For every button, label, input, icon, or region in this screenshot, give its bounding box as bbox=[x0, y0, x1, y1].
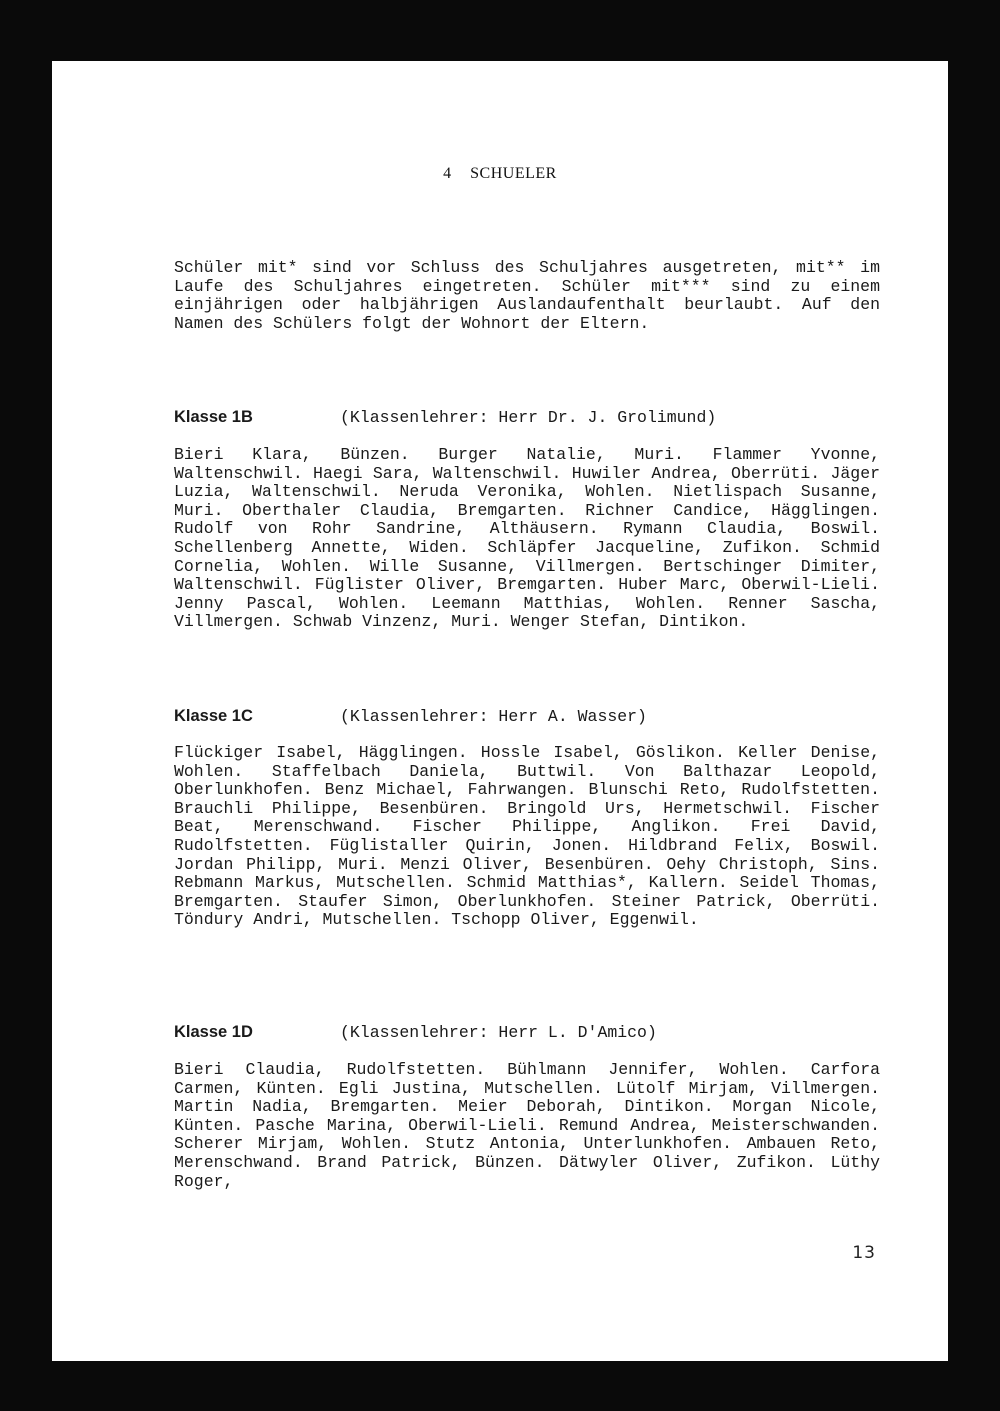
class-teacher: (Klassenlehrer: Herr Dr. J. Grolimund) bbox=[340, 408, 717, 427]
student-list-1b: Bieri Klara, Bünzen. Burger Natalie, Muri. Flammer Yvonne, Waltenschwil. Haegi Sara, Waltenschwil. Huwiler Andrea, Oberrüti. Jäger Luzia, Waltenschwil. Neruda Veronika, Wohlen. Nietlispach Susanne, Muri. Oberthaler Claudia, Bremgarten. Richner Candice, Hägglingen. Rudolf von Rohr Sandrine, Althäusern. Rymann Claudia, Boswil. Schellenberg Annette, Widen. Schläpfer Jacqueline, Zufikon. Schmid Cornelia, Wohlen. Wille Susanne, Villmergen. Bertschinger Dimiter, Waltenschwil. Füglister Oliver, Bremgarten. Huber Marc, Oberwil-Lieli. Jenny Pascal, Wohlen. Leemann Matthias, Wohlen. Renner Sascha, Villmergen. Schwab Vinzenz, Muri. Wenger Stefan, Dintikon. bbox=[174, 445, 880, 632]
class-name: Klasse 1D bbox=[174, 1023, 253, 1041]
section-title: SCHUELER bbox=[470, 165, 557, 182]
student-list-1c: Flückiger Isabel, Hägglingen. Hossle Isabel, Göslikon. Keller Denise, Wohlen. Staffelbach Daniela, Buttwil. Von Balthazar Leopold, Oberlunkhofen. Benz Michael, Fahrwangen. Blunschi Reto, Rudolfstetten. Brauchli Philippe, Besenbüren. Bringold Urs, Hermetschwil. Fischer Beat, Merenschwand. Fischer Philippe, Anglikon. Frei David, Rudolfstetten. Füglistaller Quirin, Jonen. Hildbrand Felix, Boswil. Jordan Philipp, Muri. Menzi Oliver, Besenbüren. Oehy Christoph, Sins. Rebmann Markus, Mutschellen. Schmid Matthias*, Kallern. Seidel Thomas, Bremgarten. Staufer Simon, Oberlunkhofen. Steiner Patrick, Oberrüti. Töndury Andri, Mutschellen. Tschopp Oliver, Eggenwil. bbox=[174, 743, 880, 930]
class-teacher: (Klassenlehrer: Herr L. D'Amico) bbox=[340, 1023, 657, 1042]
student-list-1d: Bieri Claudia, Rudolfstetten. Bühlmann Jennifer, Wohlen. Carfora Carmen, Künten. Egli Justina, Mutschellen. Lütolf Mirjam, Villmergen. Martin Nadia, Bremgarten. Meier Deborah, Dintikon. Morgan Nicole, Künten. Pasche Marina, Oberwil-Lieli. Remund Andrea, Meisterschwanden. Scherer Mirjam, Wohlen. Stutz Antonia, Unterlunkhofen. Ambauen Reto, Merenschwand. Brand Patrick, Bünzen. Dätwyler Oliver, Zufikon. Lüthy Roger, bbox=[174, 1060, 880, 1191]
section-heading bbox=[52, 165, 948, 183]
class-name: Klasse 1B bbox=[174, 408, 253, 426]
document-page bbox=[52, 61, 948, 1361]
class-heading-1d bbox=[174, 1023, 880, 1042]
class-heading-1b bbox=[174, 408, 880, 427]
intro-paragraph: Schüler mit* sind vor Schluss des Schuljahres ausgetreten, mit** im Laufe des Schuljahres eingetreten. Schüler mit*** sind zu einem einjährigen oder halbjährigen Auslandaufenthalt beurlaubt. Auf den Namen des Schülers folgt der Wohnort der Eltern. bbox=[174, 258, 880, 333]
class-heading-1c bbox=[174, 707, 880, 726]
page-number: 13 bbox=[852, 1243, 876, 1263]
section-number: 4 bbox=[443, 165, 452, 182]
class-teacher: (Klassenlehrer: Herr A. Wasser) bbox=[340, 707, 647, 726]
class-name: Klasse 1C bbox=[174, 707, 253, 725]
